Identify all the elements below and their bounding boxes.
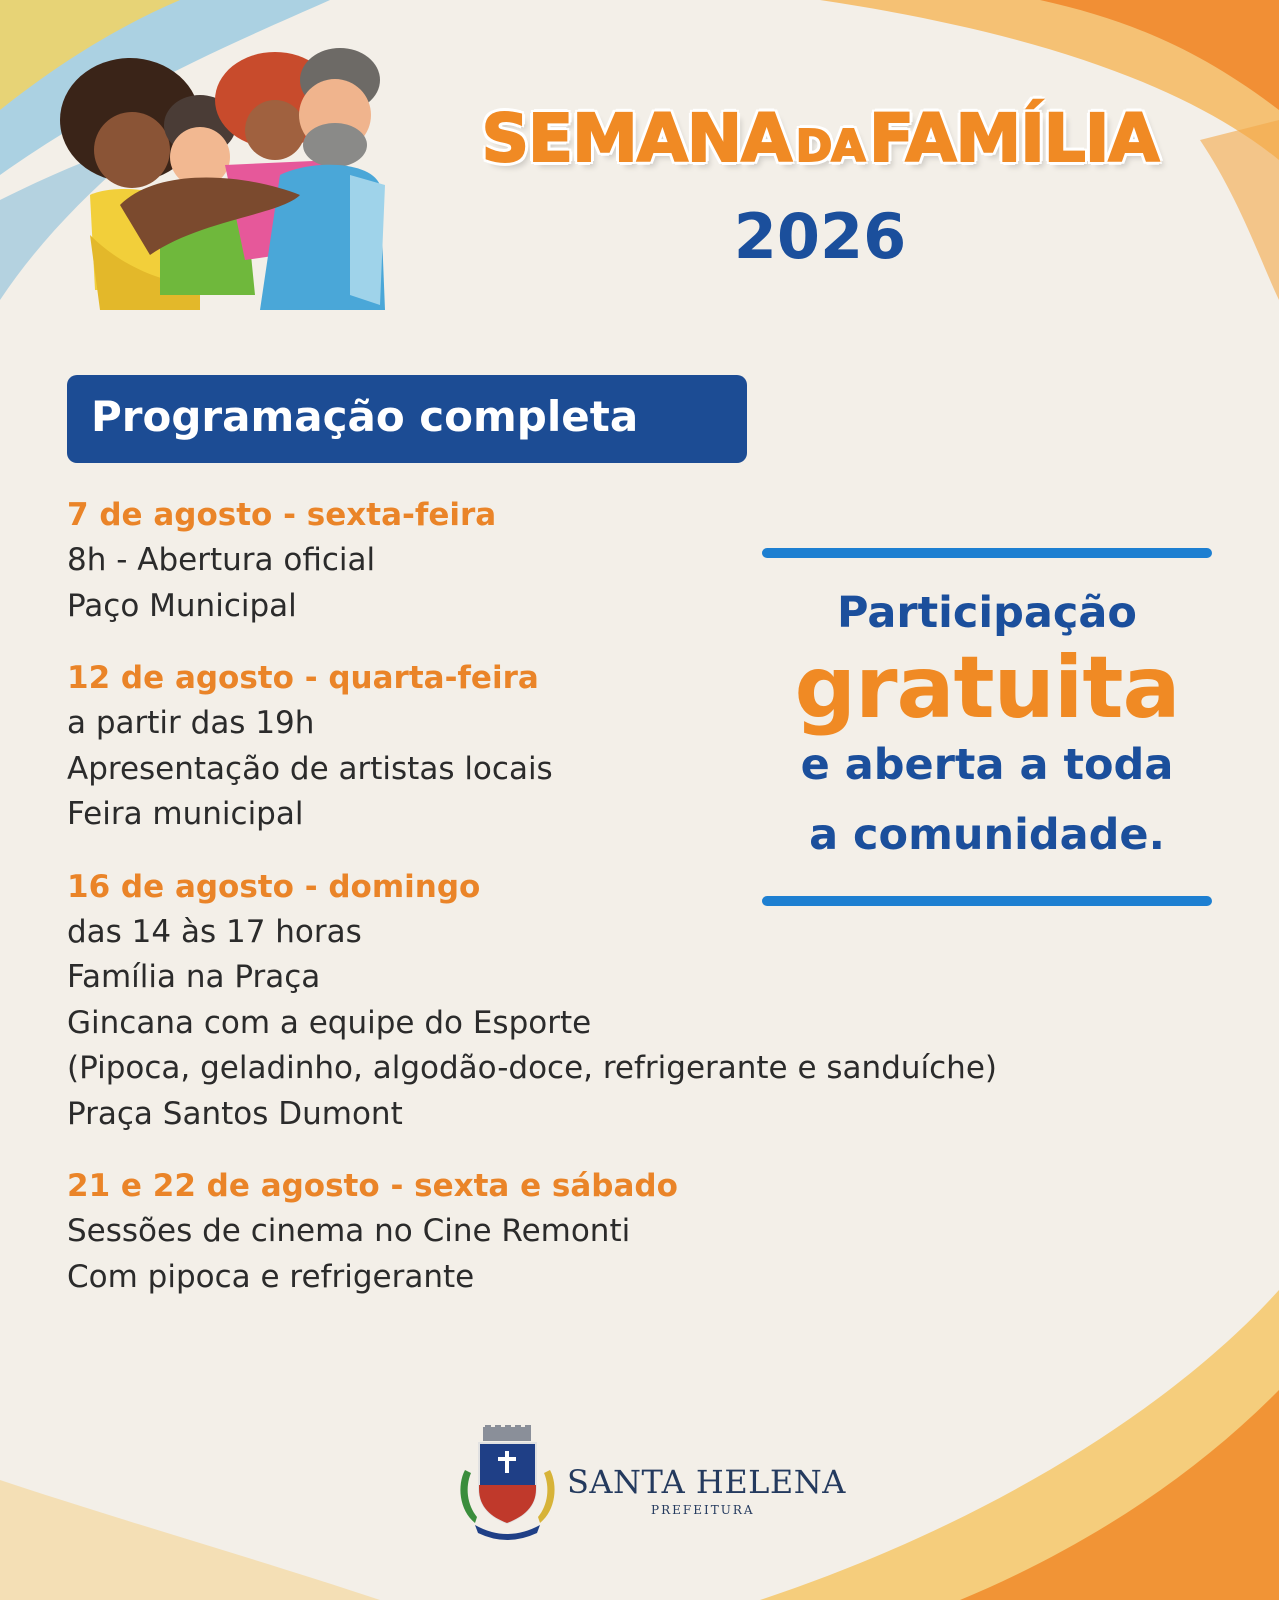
promo-line-2: gratuita — [794, 638, 1180, 738]
coat-of-arms-icon — [455, 1425, 560, 1540]
promo-line-4: a comunidade. — [809, 810, 1165, 860]
event-detail: a partir das 19h — [67, 705, 315, 741]
divider-top — [762, 548, 1212, 558]
event-date: 7 de agosto - sexta-feira — [67, 497, 497, 533]
participation-callout — [762, 548, 1212, 906]
event-detail: das 14 às 17 horas — [67, 913, 362, 950]
event-detail: Praça Santos Dumont — [67, 1095, 403, 1132]
event-detail: Feira municipal — [67, 796, 304, 832]
schedule-event — [67, 1163, 1187, 1300]
title-word-2: DA — [795, 121, 865, 172]
title-word-1: SEMANA — [481, 100, 792, 177]
event-date: 16 de agosto - domingo — [67, 868, 481, 905]
promo-line-3: e aberta a toda — [800, 740, 1174, 790]
program-heading: Programação completa — [67, 375, 747, 463]
event-title — [440, 100, 1200, 177]
divider-bottom — [762, 896, 1212, 906]
title-word-3: FAMÍLIA — [868, 100, 1159, 177]
event-detail: Sessões de cinema no Cine Remonti — [67, 1213, 631, 1249]
family-illustration — [50, 45, 395, 310]
city-logo — [455, 1425, 846, 1540]
promo-line-1: Participação — [837, 588, 1137, 638]
event-detail: Gincana com a equipe do Esporte — [67, 1004, 592, 1041]
event-detail: Família na Praça — [67, 959, 321, 995]
event-detail: Paço Municipal — [67, 587, 297, 624]
city-name: SANTA HELENA — [567, 1463, 846, 1501]
event-detail: Apresentação de artistas locais — [67, 750, 553, 787]
event-detail: (Pipoca, geladinho, algodão-doce, refrigerante e sanduíche) — [67, 1050, 997, 1086]
event-date: 12 de agosto - quarta-feira — [67, 660, 539, 696]
event-year: 2026 — [733, 200, 907, 273]
event-detail: Com pipoca e refrigerante — [67, 1258, 475, 1295]
event-date: 21 e 22 de agosto - sexta e sábado — [67, 1168, 678, 1204]
city-subtitle: PREFEITURA — [651, 1503, 755, 1517]
event-detail: 8h - Abertura oficial — [67, 542, 376, 578]
